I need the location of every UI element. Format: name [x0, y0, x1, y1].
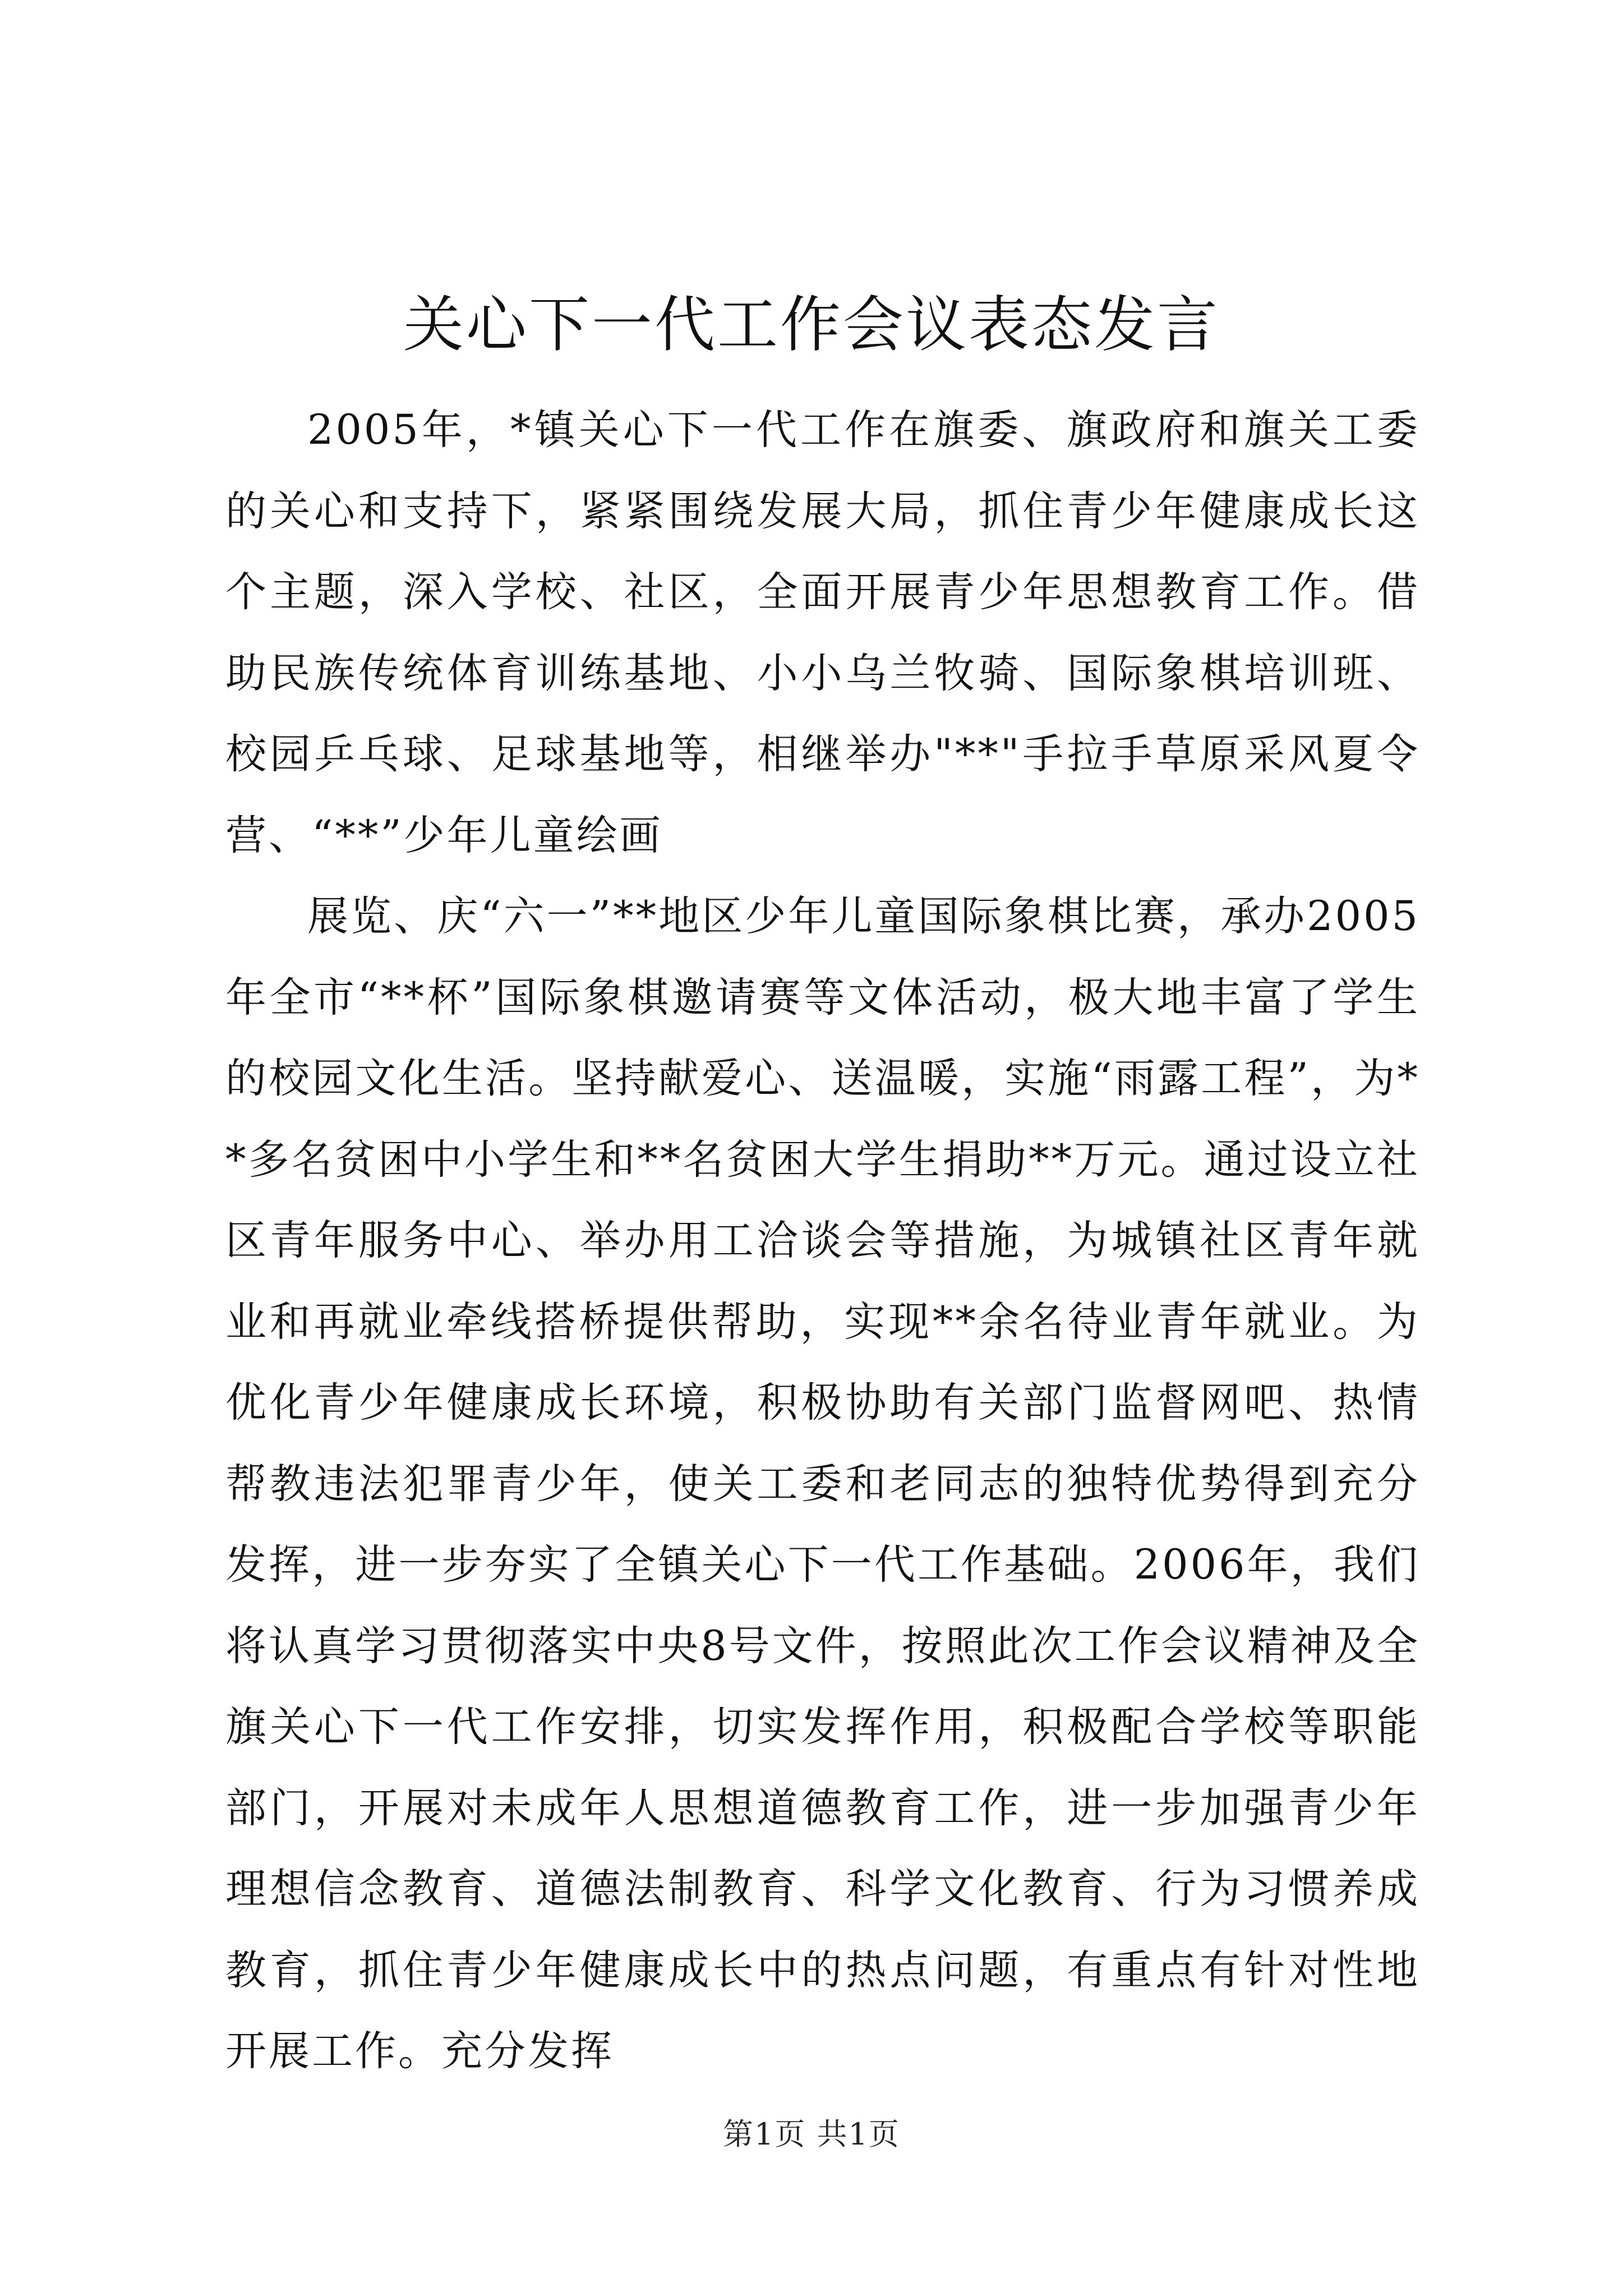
page-footer: 第1页 共1页 — [723, 2116, 900, 2152]
document-body — [225, 390, 1420, 2092]
paragraph-1: 2005年，*镇关心下一代工作在旗委、旗政府和旗关工委的关心和支持下，紧紧围绕发展大局，抓住青少年健康成长这个主题，深入学校、社区，全面开展青少年思想教育工作。借助民族传统体育训练基地、小小乌兰牧骑、国际象棋培训班、校园乒乓球、足球基地等，相继举办"**"手拉手草原采风夏令营、“**”少年儿童绘画 — [225, 406, 1420, 859]
paragraph-2: 展览、庆“六一”**地区少年儿童国际象棋比赛，承办2005年全市“**杯”国际象棋邀请赛等文体活动，极大地丰富了学生的校园文化生活。坚持献爱心、送温暖，实施“雨露工程”，为**多名贫困中小学生和**名贫困大学生捐助**万元。通过设立社区青年服务中心、举办用工洽谈会等措施，为城镇社区青年就业和再就业牵线搭桥提供帮助，实现**余名待业青年就业。为优化青少年健康成长环境，积极协助有关部门监督网吧、热情帮教违法犯罪青少年，使关工委和老同志的独特优势得到充分发挥，进一步夯实了全镇关心下一代工作基础。2006年，我们将认真学习贯彻落实中央8号文件，按照此次工作会议精神及全旗关心下一代工作安排，切实发挥作用，积极配合学校等职能部门，开展对未成年人思想道德教育工作，进一步加强青少年理想信念教育、道德法制教育、科学文化教育、行为习惯养成教育，抓住青少年健康成长中的热点问题，有重点有针对性地开展工作。充分发挥 — [225, 892, 1420, 2075]
document-title: 关心下一代工作会议表态发言 — [403, 290, 1220, 360]
